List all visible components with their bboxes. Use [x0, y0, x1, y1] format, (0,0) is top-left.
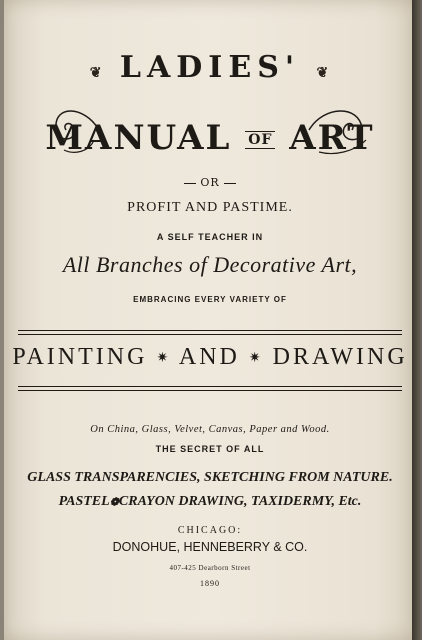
pastel-text: PASTEL: [58, 494, 110, 509]
title-line-manual-of-art: [4, 118, 416, 158]
painting-drawing-line: [4, 344, 416, 371]
year-line: 1890: [200, 579, 220, 588]
pastel-line: [4, 494, 416, 510]
and-text: AND: [178, 344, 240, 370]
title-art: ART: [289, 118, 375, 158]
media-line: On China, Glass, Velvet, Canvas, Paper and Wood.: [90, 424, 330, 435]
branches-line: All Branches of Decorative Art,: [62, 252, 358, 277]
drawing-text: DRAWING: [272, 344, 408, 370]
embracing-line: EMBRACING EVERY VARIETY OF: [133, 295, 287, 304]
divider: [18, 330, 402, 331]
divider: [18, 390, 402, 391]
title-of: OF: [245, 131, 275, 149]
painting-text: PAINTING: [12, 344, 148, 370]
or-line: [4, 176, 416, 189]
publisher-line: DONOHUE, HENNEBERRY & CO.: [112, 540, 308, 554]
fleuron-icon: ❦: [89, 65, 104, 81]
swirl-ampersand-icon: ❁: [109, 496, 119, 509]
title-manual: MANUAL: [45, 118, 232, 158]
divider: [184, 183, 196, 184]
glass-line: GLASS TRANSPARENCIES, SKETCHING FROM NATURE.: [27, 470, 393, 485]
book-spine: [412, 0, 422, 640]
divider: [18, 334, 402, 335]
secret-line: THE SECRET OF ALL: [155, 444, 265, 454]
fleuron-icon: ❦: [316, 65, 331, 81]
address-line: 407-425 Dearborn Street: [169, 564, 251, 572]
city-line: CHICAGO:: [177, 525, 243, 536]
crayon-text: CRAYON DRAWING, TAXIDERMY, Etc.: [118, 494, 362, 509]
subtitle: PROFIT AND PASTIME.: [127, 200, 293, 215]
divider: [224, 183, 236, 184]
title-line-ladies: [4, 50, 416, 85]
book-page: [4, 0, 416, 640]
or-text: OR: [200, 176, 220, 189]
self-teacher-line: A SELF TEACHER IN: [156, 232, 264, 242]
divider: [18, 386, 402, 387]
star-ornament-icon: ✷: [156, 350, 172, 366]
title-ladies: LADIES': [119, 50, 301, 85]
star-ornament-icon: ✷: [248, 350, 264, 366]
